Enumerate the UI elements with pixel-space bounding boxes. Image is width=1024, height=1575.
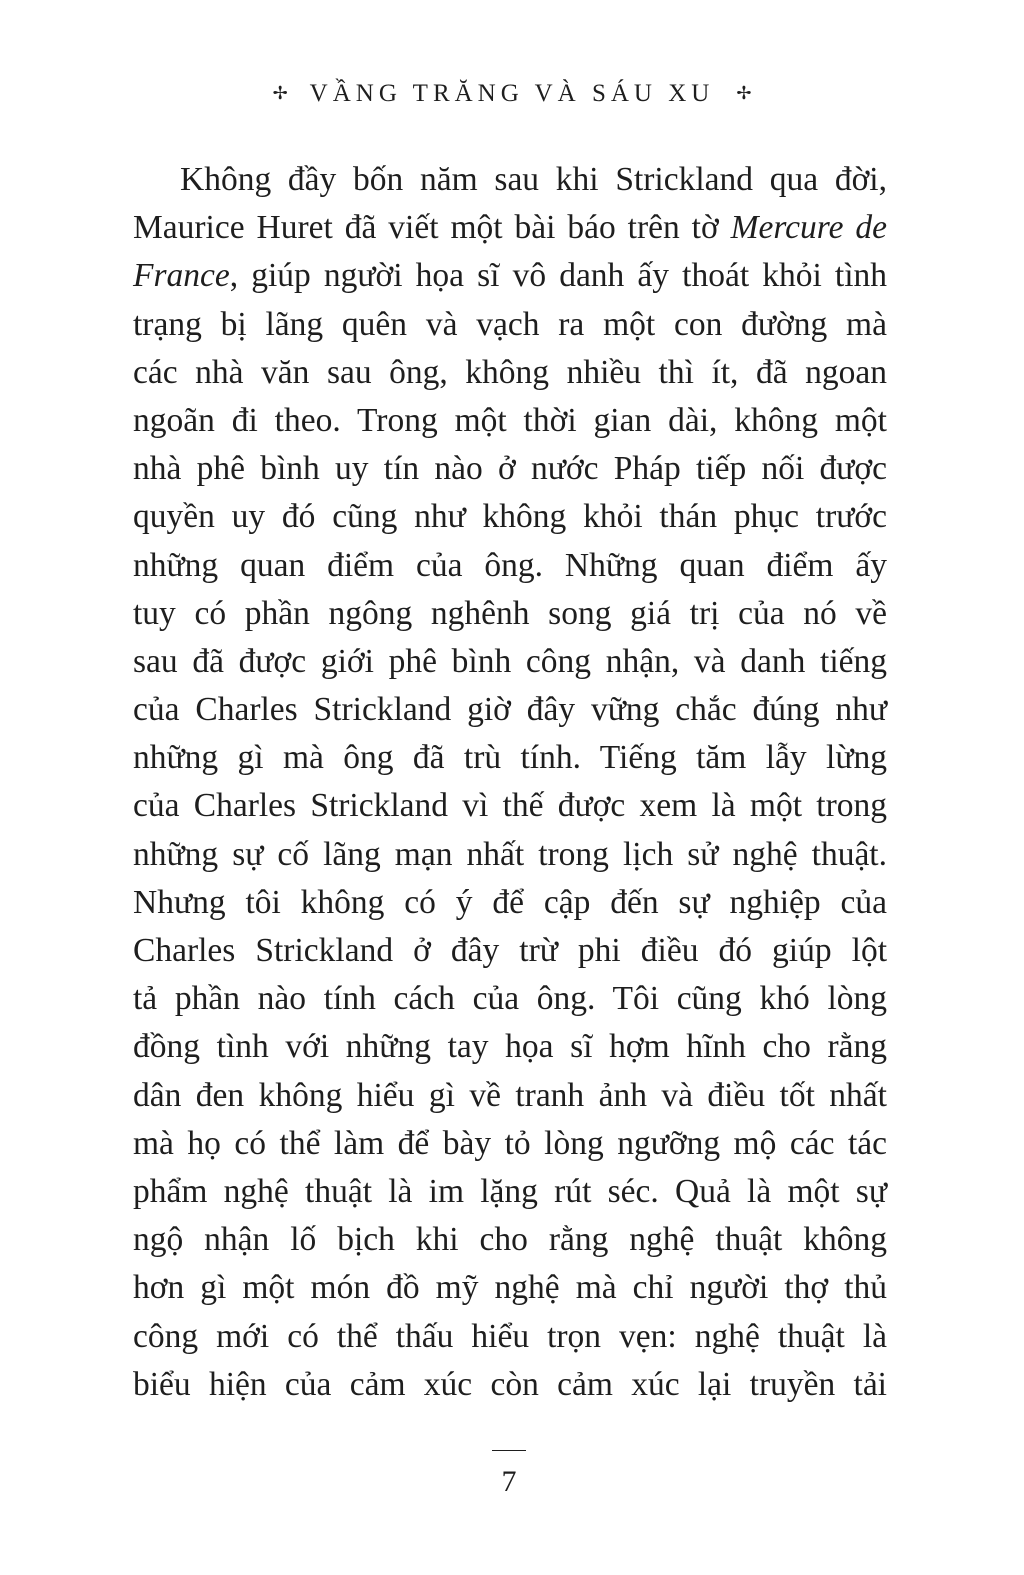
text-line: những sự cố lãng mạn nhất trong lịch sử nghệ thuật. — [133, 835, 887, 873]
text-line: Nhưng tôi không có ý để cập đến sự nghiệp của — [133, 883, 887, 921]
text-line: hơn gì một món đồ mỹ nghệ mà chỉ người thợ thủ — [133, 1269, 887, 1307]
page-number: 7 — [501, 1465, 517, 1498]
text-line: Maurice Huret đã viết một bài báo trên tờ Mercure de — [133, 209, 888, 247]
text-line: những quan điểm của ông. Những quan điểm ấy — [133, 546, 887, 584]
text-line: phẩm nghệ thuật là im lặng rút séc. Quả là một sự — [133, 1172, 887, 1210]
text-line: Không đầy bốn năm sau khi Strickland qua đời, — [180, 161, 887, 198]
text-line: đồng tình với những tay họa sĩ hợm hĩnh cho rằng — [133, 1028, 887, 1066]
folio-divider — [492, 1450, 526, 1451]
book-title: VẦNG TRĂNG VÀ SÁU XU — [309, 80, 715, 107]
fleuron-right-icon: ✢ — [736, 83, 752, 104]
text-line: France, giúp người họa sĩ vô danh ấy thoát khỏi tình — [133, 257, 887, 295]
text-line: trạng bị lãng quên và vạch ra một con đường mà — [133, 305, 887, 343]
text-line: tả phần nào tính cách của ông. Tôi cũng khó lòng — [133, 980, 887, 1018]
text-line: quyền uy đó cũng như không khỏi thán phục trước — [133, 498, 887, 536]
text-line: Charles Strickland ở đây trừ phi điều đó giúp lột — [133, 932, 887, 969]
text-line: mà họ có thể làm để bày tỏ lòng ngưỡng mộ các tác — [133, 1124, 887, 1162]
text-line: của Charles Strickland giờ đây vững chắc đúng như — [133, 691, 887, 729]
body-paragraph — [133, 156, 887, 1409]
text-line: sau đã được giới phê bình công nhận, và danh tiếng — [133, 642, 887, 680]
text-line: ngoãn đi theo. Trong một thời gian dài, không một — [133, 401, 887, 439]
running-header — [0, 76, 1024, 113]
fleuron-left-icon: ✢ — [272, 83, 288, 104]
text-line: của Charles Strickland vì thế được xem là một trong — [133, 787, 887, 825]
text-line: công mới có thể thấu hiểu trọn vẹn: nghệ thuật là — [133, 1317, 887, 1355]
text-line: ngộ nhận lố bịch khi cho rằng nghệ thuật không — [133, 1221, 887, 1259]
text-line: biểu hiện của cảm xúc còn cảm xúc lại truyền tải — [133, 1365, 887, 1403]
publication-title-italic: Mercure de — [730, 209, 888, 247]
publication-title-italic: France — [133, 257, 230, 295]
text-line: các nhà văn sau ông, không nhiều thì ít, đã ngoan — [133, 353, 887, 391]
text-line: nhà phê bình uy tín nào ở nước Pháp tiếp nối được — [133, 450, 887, 488]
text-line: dân đen không hiểu gì về tranh ảnh và điều tốt nhất — [133, 1076, 887, 1114]
text-line: những gì mà ông đã trù tính. Tiếng tăm lẫy lừng — [133, 739, 887, 777]
text-line: tuy có phần ngông nghênh song giá trị của nó về — [133, 594, 887, 632]
